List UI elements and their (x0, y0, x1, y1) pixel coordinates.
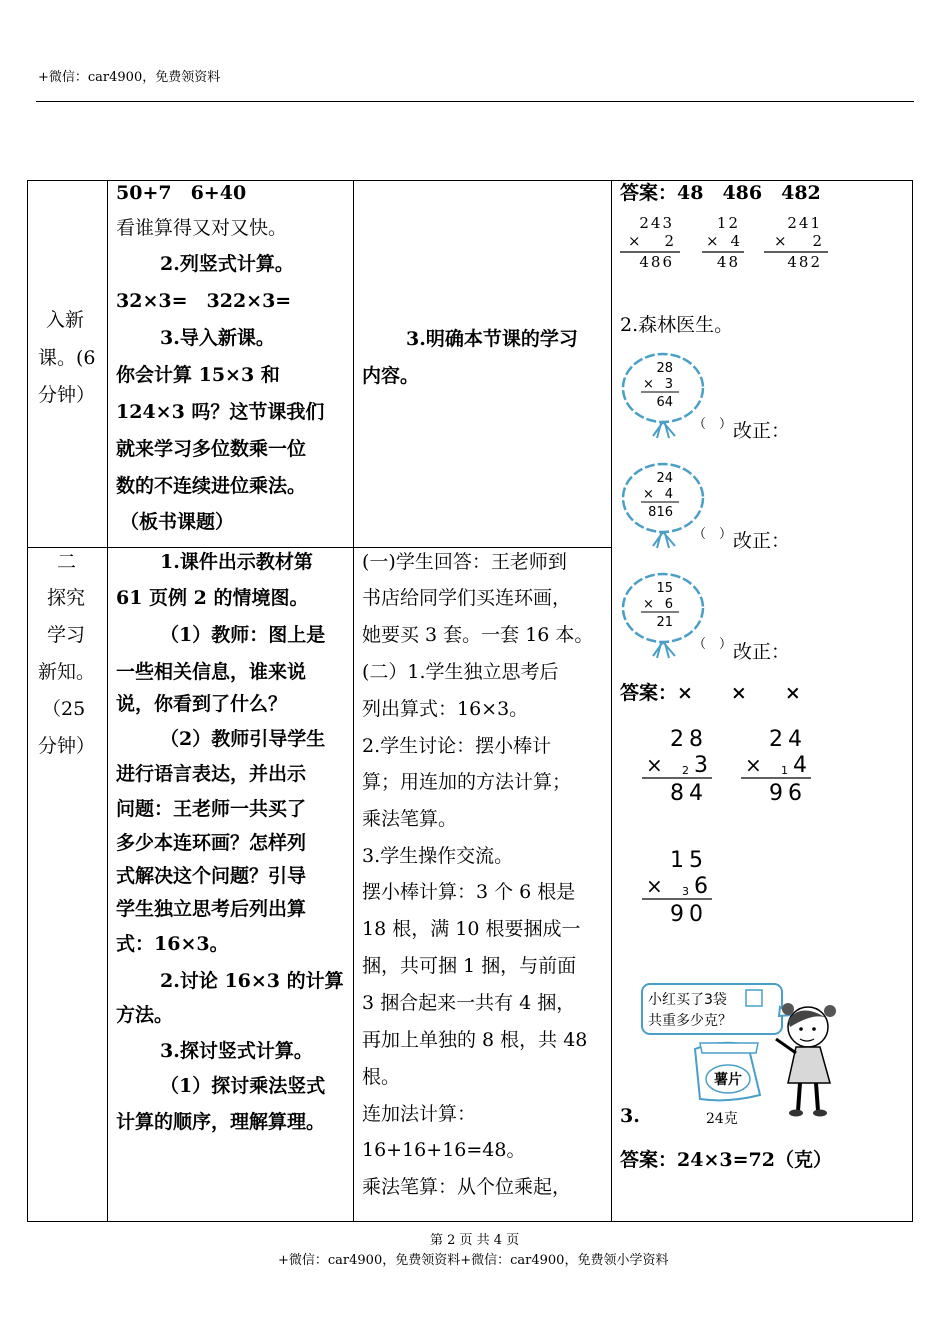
teacher-line: 1.课件出示教材第 (160, 551, 313, 573)
page-number: 第 2 页 共 4 页 (430, 1233, 520, 1248)
student-line: 18 根，满 10 根要捆成一 (362, 918, 581, 940)
teacher-line: 3.探讨竖式计算。 (160, 1040, 313, 1062)
calc-multiplicand: 12 (716, 214, 740, 232)
student-line: 3.明确本节课的学习 (406, 328, 578, 350)
doctor-title: 2.森林医生。 (620, 314, 734, 336)
corr-product: 84 (670, 781, 708, 804)
answer-3: 答案：24×3=72（克） (620, 1149, 832, 1171)
bag-label: 薯片 (714, 1072, 742, 1088)
stage-text: 入新 (46, 309, 85, 331)
calc-product: 48 (716, 253, 740, 270)
teacher-line: 学生独立思考后列出算 (116, 898, 307, 920)
corr-multiplier: 4 (793, 753, 807, 778)
teacher-line: 2.讨论 16×3 的计算 (160, 970, 344, 992)
teacher-line: 方法。 (116, 1004, 174, 1026)
weight-label: 24克 (706, 1111, 738, 1127)
teacher-line: 说，你看到了什么？ (116, 693, 288, 715)
teacher-line: 2.列竖式计算。 (160, 253, 294, 275)
tree-multiplier: 3 (664, 377, 673, 392)
teacher-line: 50+7 6+40 (116, 182, 247, 204)
teacher-line: （板书课题） (120, 511, 235, 533)
carry-digit: 2 (682, 764, 689, 777)
answer-1: 答案：48 486 482 (620, 182, 821, 204)
table-bottom-border (27, 1221, 913, 1222)
stage-text: 分钟） (38, 735, 96, 757)
student-line: 2.学生讨论：摆小棒计 (362, 735, 552, 757)
times-sign: × (646, 753, 663, 777)
tree-illustration-1 (617, 350, 735, 444)
corr-multiplicand: 28 (670, 727, 708, 752)
calc-multiplier: 2 (812, 232, 822, 250)
tree-multiplier: 4 (664, 487, 673, 502)
item-3-label: 3. (620, 1105, 640, 1127)
student-line: 再加上单独的 8 根，共 48 (362, 1029, 588, 1051)
times-sign: × (643, 487, 654, 502)
student-line: (二）1.学生独立思考后 (362, 661, 559, 683)
table-right-border (912, 180, 913, 1222)
student-line: 乘法笔算：从个位乘起， (362, 1176, 572, 1198)
bubble-line: 共重多少克？ (648, 1013, 732, 1029)
correction-calc-1 (638, 722, 718, 808)
teacher-line: 进行语言表达，并出示 (116, 763, 307, 785)
corr-product: 96 (769, 781, 807, 804)
student-line: 捆，共可捆 1 捆，与前面 (362, 955, 577, 977)
correction-calc-2 (737, 722, 817, 808)
student-line: 连加法计算： (362, 1103, 477, 1125)
vertical-calc-1 (618, 212, 688, 274)
student-line: (一)学生回答：王老师到 (362, 551, 567, 573)
stage-text: （25 (42, 698, 86, 720)
calc-multiplier: 4 (730, 232, 740, 250)
times-sign: × (628, 232, 641, 250)
fix-label: 改正： (733, 530, 791, 552)
page-footer: +微信：car4900，免费领资料+微信：car4900，免费领小学资料 (278, 1253, 669, 1268)
teacher-line: 124×3 吗？这节课我们 (116, 401, 325, 423)
times-sign: × (646, 874, 663, 898)
tree-multiplier: 6 (664, 597, 673, 612)
vertical-calc-2 (700, 212, 750, 274)
calc-multiplicand: 243 (639, 214, 674, 232)
judge-paren: （ ） (693, 637, 733, 652)
tree-illustration-3 (617, 570, 735, 664)
teacher-line: 32×3= 322×3= (116, 290, 292, 312)
stage-text: 新知。 (38, 661, 96, 683)
student-line: 根。 (362, 1066, 401, 1088)
calc-product: 486 (639, 253, 674, 270)
teacher-line: （2）教师引导学生 (160, 728, 326, 750)
calc-multiplier: 2 (664, 232, 674, 250)
table-col-divider-3 (611, 180, 612, 1222)
teacher-line: 多少本连环画？怎样列 (116, 832, 307, 854)
teacher-line: （1）教师：图上是 (160, 624, 326, 646)
table-col-divider-1 (107, 180, 108, 1222)
table-col-divider-2 (353, 180, 354, 1222)
corr-multiplier: 3 (694, 753, 708, 778)
stage-text: 探究 (47, 587, 86, 609)
teacher-line: 式：16×3。 (116, 933, 229, 955)
student-line: 书店给同学们买连环画， (362, 587, 572, 609)
student-line: 她要买 3 套。一套 16 本。 (362, 624, 594, 646)
carry-digit: 1 (781, 764, 788, 777)
fix-label: 改正： (733, 420, 791, 442)
answer-2: 答案：× × × (620, 682, 801, 704)
chips-problem-illustration (640, 983, 840, 1132)
page-header: +微信：car4900，免费领资料 (38, 70, 221, 85)
corr-product: 90 (670, 902, 708, 925)
tree-product: 21 (656, 615, 673, 630)
stage-text: 分钟） (38, 384, 96, 406)
times-sign: × (745, 753, 762, 777)
table-left-border (27, 180, 28, 1222)
stage-text: 学习 (47, 624, 86, 646)
tree-illustration-2 (617, 460, 735, 554)
teacher-line: 问题：王老师一共买了 (116, 798, 307, 820)
corr-multiplicand: 24 (769, 727, 807, 752)
times-sign: × (706, 232, 719, 250)
times-sign: × (643, 377, 654, 392)
teacher-line: 你会计算 15×3 和 (116, 364, 280, 386)
table-top-border (27, 180, 913, 181)
tree-multiplicand: 24 (656, 471, 673, 486)
tree-product: 64 (656, 395, 673, 410)
correction-calc-3 (638, 843, 718, 929)
girl-icon (776, 1003, 836, 1117)
student-line: 摆小棒计算：3 个 6 根是 (362, 881, 576, 903)
judge-paren: （ ） (693, 527, 733, 542)
student-line: 3 捆合起来一共有 4 捆， (362, 992, 576, 1014)
teacher-line: 就来学习多位数乘一位 (116, 438, 307, 460)
chips-bag-mini-icon (746, 990, 762, 1006)
corr-multiplier: 6 (694, 874, 708, 899)
calc-product: 482 (787, 253, 822, 270)
vertical-calc-3 (762, 212, 832, 274)
student-line: 算；用连加的方法计算； (362, 771, 572, 793)
teacher-line: 3.导入新课。 (160, 327, 275, 349)
stage-text: 二 (57, 551, 77, 573)
student-line: 乘法笔算。 (362, 808, 458, 830)
times-sign: × (774, 232, 787, 250)
teacher-line: 数的不连续进位乘法。 (116, 475, 307, 497)
bubble-line: 小红买了3袋 (648, 992, 727, 1008)
tree-multiplicand: 15 (656, 581, 673, 596)
teacher-line: 计算的顺序，理解算理。 (116, 1111, 326, 1133)
fix-label: 改正： (733, 641, 791, 663)
stage-text: 课。(6 (38, 347, 96, 369)
student-line: 16+16+16=48。 (362, 1139, 526, 1161)
tree-multiplicand: 28 (656, 361, 673, 376)
header-rule (36, 101, 914, 102)
judge-paren: （ ） (693, 417, 733, 432)
times-sign: × (643, 597, 654, 612)
teacher-line: 看谁算得又对又快。 (116, 217, 288, 239)
tree-product: 816 (648, 505, 673, 520)
calc-multiplicand: 241 (787, 214, 822, 232)
teacher-line: 一些相关信息，谁来说 (116, 661, 307, 683)
student-line: 内容。 (362, 365, 420, 387)
table-row-divider (27, 547, 611, 548)
corr-multiplicand: 15 (670, 848, 708, 873)
teacher-line: （1）探讨乘法竖式 (160, 1075, 326, 1097)
student-line: 列出算式：16×3。 (362, 698, 529, 720)
student-line: 3.学生操作交流。 (362, 845, 514, 867)
teacher-line: 61 页例 2 的情境图。 (116, 587, 309, 609)
teacher-line: 式解决这个问题？引导 (116, 865, 307, 887)
carry-digit: 3 (682, 885, 689, 898)
